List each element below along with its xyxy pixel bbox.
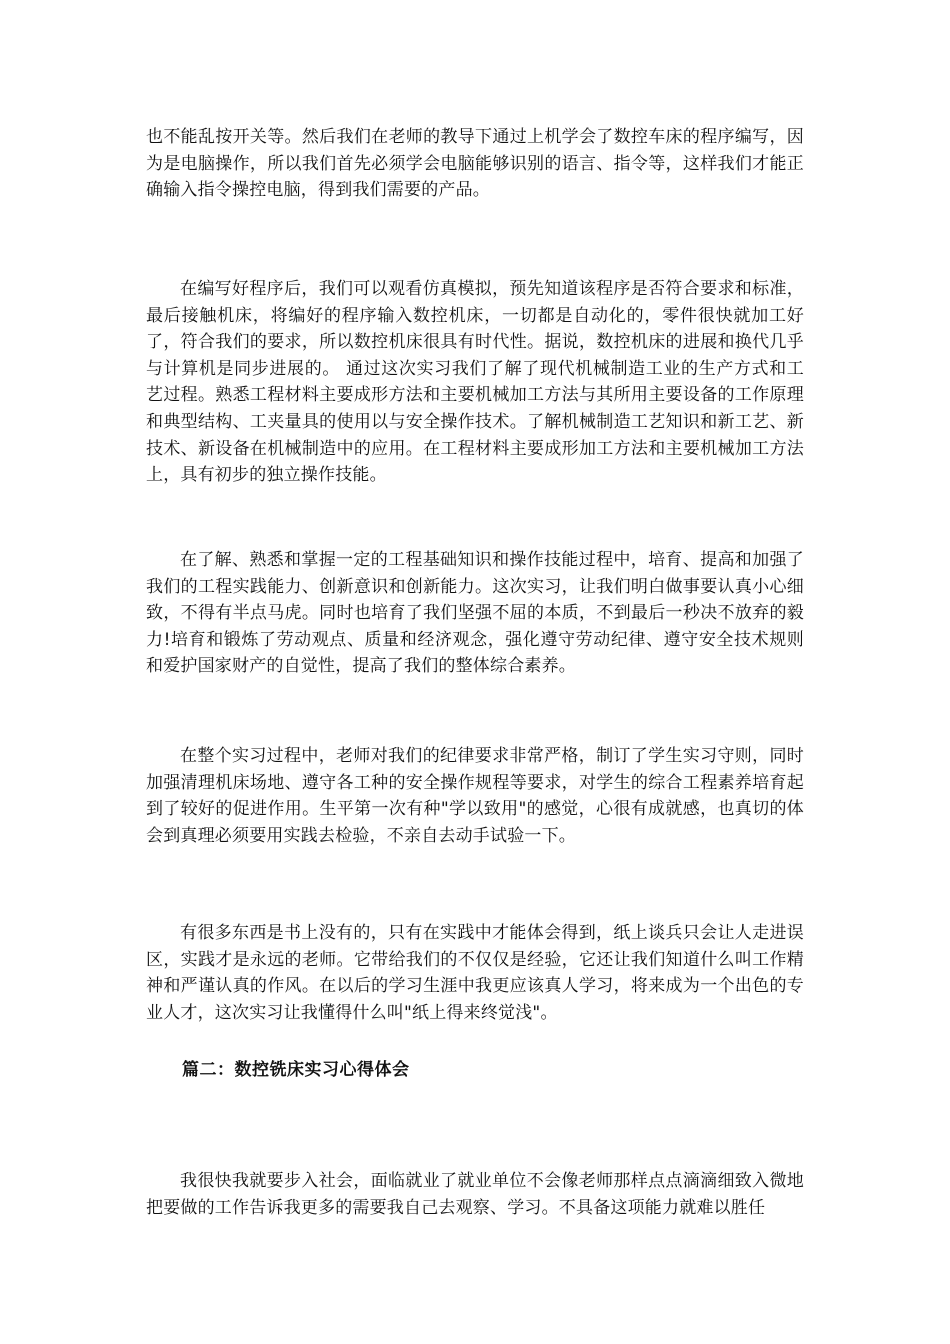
paragraph-1: 也不能乱按开关等。然后我们在老师的教导下通过上机学会了数控车床的程序编写，因为是电脑操作，所以我们首先必须学会电脑能够识别的语言、指令等，这样我们才能正确输入指令操控电脑，得到我们需要的产品。 bbox=[146, 127, 804, 201]
paragraph-5: 有很多东西是书上没有的，只有在实践中才能体会得到，纸上谈兵只会让人走进误区，实践才是永远的老师。它带给我们的不仅仅是经验，它还让我们知道什么叫工作精神和严谨认真的作风。在以后的学习生涯中我更应该真人学习，将来成为一个出色的专业人才，这次实习让我懂得什么叫"纸上得来终觉浅"。 bbox=[146, 923, 804, 1023]
paragraph-2: 在编写好程序后，我们可以观看仿真模拟，预先知道该程序是否符合要求和标准，最后接触机床，将编好的程序输入数控机床，一切都是自动化的，零件很快就加工好了，符合我们的要求，所以数控机床很具有时代性。据说，数控机床的进展和换代几乎与计算机是同步进展的。 通过这次实习我们了解了现代机械制造工业的生产方式和工艺过程。熟悉工程材料主要成形方法和主要机械加工方法与其所用主要设备的工作原理和典型结构、工夹量具的使用以与安全操作技术。了解机械制造工艺知识和新工艺、新技术、新设备在机械制造中的应用。在工程材料主要成形加工方法和主要机械加工方法上，具有初步的独立操作技能。 bbox=[146, 279, 804, 486]
section-heading: 篇二：数控铣床实习心得体会 bbox=[182, 1060, 410, 1080]
paragraph-3: 在了解、熟悉和掌握一定的工程基础知识和操作技能过程中，培育、提高和加强了我们的工程实践能力、创新意识和创新能力。这次实习，让我们明白做事要认真小心细致，不得有半点马虎。同时也培育了我们坚强不屈的本质，不到最后一秒决不放弃的毅力!培育和锻炼了劳动观点、质量和经济观念，强化遵守劳动纪律、遵守安全技术规则和爱护国家财产的自觉性，提高了我们的整体综合素养。 bbox=[146, 550, 804, 677]
paragraph-4: 在整个实习过程中，老师对我们的纪律要求非常严格，制订了学生实习守则，同时加强清理机床场地、遵守各工种的安全操作规程等要求，对学生的综合工程素养培育起到了较好的促进作用。生平第一次有种"学以致用"的感觉，心很有成就感，也真切的体会到真理必须要用实践去检验，不亲自去动手试验一下。 bbox=[146, 746, 804, 846]
paragraph-6: 我很快我就要步入社会，面临就业了就业单位不会像老师那样点点滴滴细致入微地把要做的工作告诉我更多的需要我自己去观察、学习。不具备这项能力就难以胜任 bbox=[146, 1171, 804, 1218]
